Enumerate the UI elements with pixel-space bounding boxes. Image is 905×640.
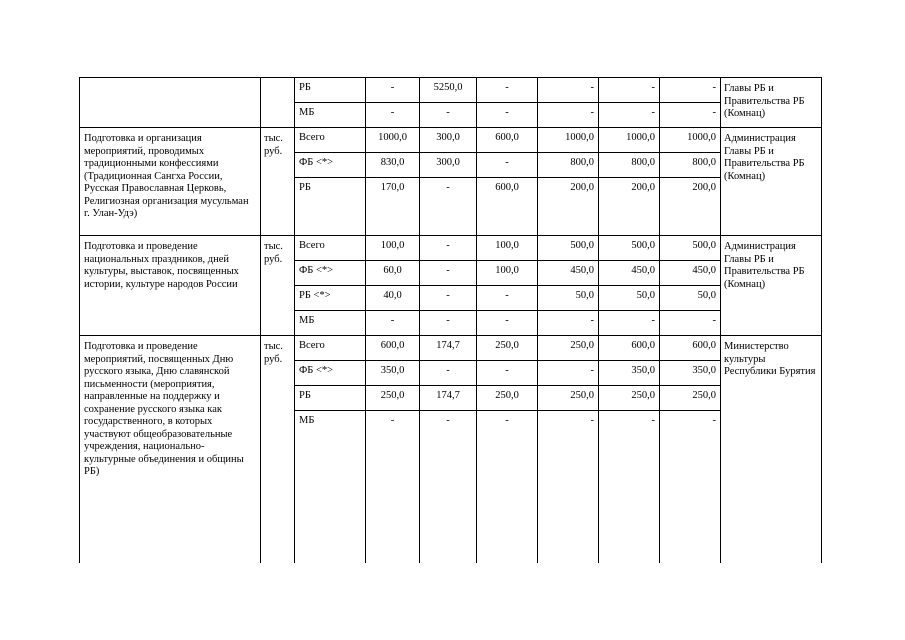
activity-description-text: Подготовка и проведение мероприятий, посвященных Дню русского языка, Дню славянской письменности (мероприятия, направленные на поддержку и сохранение русского языка как государственного, в которых участвуют общеобразовательные учреждения, национально-культурные объединения и общины РБ) xyxy=(84,341,244,477)
amount-cell: - xyxy=(538,411,599,563)
funding-source: МБ xyxy=(295,103,366,128)
responsible-executor-text: Министерство культуры Республики Бурятия xyxy=(724,341,816,377)
amount-cell: 500,0 xyxy=(538,236,599,261)
amount-cell: - xyxy=(420,178,477,236)
program-funding-table xyxy=(79,77,822,563)
funding-source: РБ xyxy=(295,178,366,236)
amount-cell: 50,0 xyxy=(660,286,721,311)
responsible-executor xyxy=(721,236,822,336)
amount-cell: 450,0 xyxy=(599,261,660,286)
funding-source: РБ <*> xyxy=(295,286,366,311)
amount-cell: - xyxy=(420,311,477,336)
amount-cell: - xyxy=(538,78,599,103)
funding-source: ФБ <*> xyxy=(295,361,366,386)
amount-cell: 170,0 xyxy=(366,178,420,236)
amount-cell: - xyxy=(538,311,599,336)
amount-cell: - xyxy=(477,286,538,311)
amount-cell: - xyxy=(599,311,660,336)
amount-cell: - xyxy=(366,311,420,336)
funding-source: Всего xyxy=(295,236,366,261)
amount-cell: 40,0 xyxy=(366,286,420,311)
amount-cell: 600,0 xyxy=(477,178,538,236)
table-row xyxy=(80,336,822,361)
amount-cell: 200,0 xyxy=(599,178,660,236)
amount-cell: - xyxy=(477,153,538,178)
table-row xyxy=(80,78,822,103)
amount-cell: 300,0 xyxy=(420,128,477,153)
amount-cell: - xyxy=(420,103,477,128)
responsible-executor-text: Администрация Главы РБ и Правительства РБ (Комнац) xyxy=(724,133,805,182)
amount-cell: 600,0 xyxy=(366,336,420,361)
amount-cell: 200,0 xyxy=(538,178,599,236)
amount-cell: 5250,0 xyxy=(420,78,477,103)
responsible-executor xyxy=(721,336,822,563)
funding-source: ФБ <*> xyxy=(295,153,366,178)
activity-description xyxy=(80,236,261,336)
amount-cell: 174,7 xyxy=(420,336,477,361)
amount-cell: - xyxy=(366,411,420,563)
amount-cell: - xyxy=(420,261,477,286)
activity-description xyxy=(80,336,261,563)
amount-cell: 300,0 xyxy=(420,153,477,178)
table-row xyxy=(80,236,822,261)
amount-cell: - xyxy=(660,103,721,128)
measurement-unit-text: тыс. руб. xyxy=(264,341,283,365)
amount-cell: 450,0 xyxy=(538,261,599,286)
amount-cell: 50,0 xyxy=(599,286,660,311)
amount-cell: 350,0 xyxy=(599,361,660,386)
funding-source: РБ xyxy=(295,78,366,103)
amount-cell: 100,0 xyxy=(366,236,420,261)
funding-source: МБ xyxy=(295,411,366,563)
amount-cell: 60,0 xyxy=(366,261,420,286)
amount-cell: 1000,0 xyxy=(366,128,420,153)
amount-cell: - xyxy=(420,361,477,386)
amount-cell: 250,0 xyxy=(477,386,538,411)
amount-cell: - xyxy=(366,103,420,128)
amount-cell: - xyxy=(599,103,660,128)
amount-cell: 600,0 xyxy=(660,336,721,361)
amount-cell: - xyxy=(366,78,420,103)
amount-cell: 600,0 xyxy=(477,128,538,153)
measurement-unit xyxy=(261,78,295,128)
amount-cell: - xyxy=(477,361,538,386)
activity-description xyxy=(80,128,261,236)
amount-cell: 1000,0 xyxy=(660,128,721,153)
funding-source: ФБ <*> xyxy=(295,261,366,286)
amount-cell: 100,0 xyxy=(477,236,538,261)
amount-cell: 100,0 xyxy=(477,261,538,286)
amount-cell: - xyxy=(477,311,538,336)
amount-cell: 250,0 xyxy=(660,386,721,411)
responsible-executor-text: Администрация Главы РБ и Правительства РБ (Комнац) xyxy=(724,241,805,290)
funding-source: МБ xyxy=(295,311,366,336)
amount-cell: 50,0 xyxy=(538,286,599,311)
amount-cell: 1000,0 xyxy=(538,128,599,153)
activity-description-text: Подготовка и проведение национальных праздников, дней культуры, выставок, посвященных истории, культуре народов России xyxy=(84,241,239,290)
responsible-executor xyxy=(721,128,822,236)
responsible-executor-text: Главы РБ и Правительства РБ (Комнац) xyxy=(724,83,805,119)
measurement-unit-text: тыс. руб. xyxy=(264,133,283,157)
amount-cell: 250,0 xyxy=(599,386,660,411)
amount-cell: 1000,0 xyxy=(599,128,660,153)
amount-cell: 250,0 xyxy=(366,386,420,411)
amount-cell: 250,0 xyxy=(538,336,599,361)
amount-cell: - xyxy=(660,411,721,563)
amount-cell: - xyxy=(599,78,660,103)
measurement-unit xyxy=(261,336,295,563)
amount-cell: 250,0 xyxy=(477,336,538,361)
measurement-unit xyxy=(261,236,295,336)
amount-cell: 600,0 xyxy=(599,336,660,361)
table-row xyxy=(80,128,822,153)
amount-cell: 250,0 xyxy=(538,386,599,411)
amount-cell: 800,0 xyxy=(538,153,599,178)
funding-source: Всего xyxy=(295,336,366,361)
amount-cell: - xyxy=(538,361,599,386)
activity-description-text: Подготовка и организация мероприятий, проводимых традиционными конфессиями (Традиционная Сангха России, Русская Православная Церковь, Религиозная организация мусульман г. Улан-Удэ) xyxy=(84,133,249,219)
responsible-executor xyxy=(721,78,822,128)
amount-cell: - xyxy=(420,236,477,261)
amount-cell: 500,0 xyxy=(599,236,660,261)
amount-cell: 450,0 xyxy=(660,261,721,286)
activity-description xyxy=(80,78,261,128)
amount-cell: 830,0 xyxy=(366,153,420,178)
amount-cell: 500,0 xyxy=(660,236,721,261)
amount-cell: - xyxy=(538,103,599,128)
amount-cell: 200,0 xyxy=(660,178,721,236)
amount-cell: - xyxy=(420,286,477,311)
amount-cell: - xyxy=(599,411,660,563)
amount-cell: - xyxy=(660,311,721,336)
amount-cell: - xyxy=(477,411,538,563)
amount-cell: - xyxy=(477,103,538,128)
amount-cell: 800,0 xyxy=(599,153,660,178)
amount-cell: - xyxy=(660,78,721,103)
amount-cell: - xyxy=(420,411,477,563)
measurement-unit xyxy=(261,128,295,236)
funding-source: Всего xyxy=(295,128,366,153)
amount-cell: 350,0 xyxy=(660,361,721,386)
amount-cell: 350,0 xyxy=(366,361,420,386)
amount-cell: 174,7 xyxy=(420,386,477,411)
measurement-unit-text: тыс. руб. xyxy=(264,241,283,265)
funding-source: РБ xyxy=(295,386,366,411)
amount-cell: 800,0 xyxy=(660,153,721,178)
amount-cell: - xyxy=(477,78,538,103)
